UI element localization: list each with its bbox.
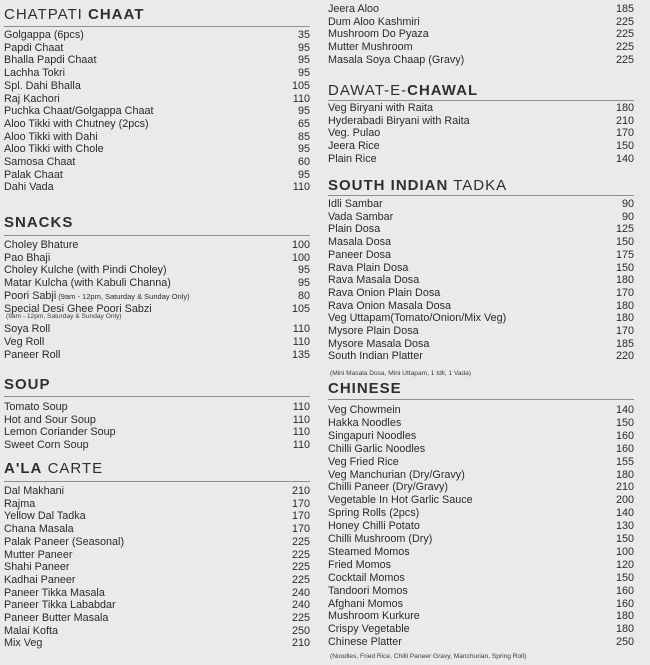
menu-item bbox=[328, 623, 634, 636]
menu-item bbox=[4, 290, 310, 303]
item-price: 110 bbox=[292, 439, 310, 452]
item-name: Lemon Coriander Soup bbox=[4, 426, 116, 439]
menu-item bbox=[328, 115, 634, 128]
menu-item bbox=[4, 131, 310, 144]
item-price: 180 bbox=[615, 623, 634, 636]
item-name: Spl. Dahi Bhalla bbox=[4, 79, 81, 92]
item-name: Veg Roll bbox=[4, 335, 45, 348]
item-name: Chinese Platter bbox=[328, 636, 402, 649]
menu-item bbox=[328, 350, 634, 363]
menu-item bbox=[4, 349, 310, 362]
item-name: Veg Uttapam(Tomato/Onion/Mix Veg) bbox=[328, 312, 507, 325]
item-price: 225 bbox=[291, 535, 310, 548]
item-name: Plain Dosa bbox=[328, 223, 381, 236]
menu-item bbox=[4, 67, 310, 80]
item-name: Poori Sabji (9am - 12pm, Saturday & Sunday Only) bbox=[4, 289, 190, 302]
menu-item bbox=[328, 598, 634, 611]
menu-item bbox=[328, 404, 634, 417]
item-name: Cocktail Momos bbox=[328, 571, 405, 584]
menu-item bbox=[328, 262, 634, 275]
menu-item bbox=[328, 338, 634, 351]
item-name: Jeera Rice bbox=[328, 140, 380, 153]
item-name: Dahi Vada bbox=[4, 181, 54, 194]
menu-item bbox=[4, 625, 310, 638]
menu-item bbox=[4, 29, 310, 42]
menu-item bbox=[328, 198, 634, 211]
item-name: Mutter Mushroom bbox=[328, 41, 413, 54]
item-name: Rava Plain Dosa bbox=[328, 261, 409, 274]
menu-item bbox=[328, 494, 634, 507]
menu-item bbox=[328, 481, 634, 494]
item-price: 125 bbox=[615, 223, 634, 236]
item-price: 200 bbox=[615, 494, 634, 507]
section-heading-alacarte: A'LA CARTE bbox=[4, 460, 104, 477]
section-heading-snacks: SNACKS bbox=[4, 214, 74, 231]
item-name: Hakka Noodles bbox=[328, 416, 402, 429]
menu-item bbox=[4, 587, 310, 600]
item-price: 240 bbox=[291, 599, 310, 612]
menu-item bbox=[4, 439, 310, 452]
item-price: 110 bbox=[292, 92, 310, 105]
item-price: 110 bbox=[292, 323, 310, 336]
item-price: 225 bbox=[291, 561, 310, 574]
item-price: 210 bbox=[291, 485, 310, 497]
menu-item bbox=[4, 498, 310, 511]
item-name: Chilli Mushroom (Dry) bbox=[328, 533, 433, 545]
item-price: 140 bbox=[615, 404, 634, 416]
item-name: Jeera Aloo bbox=[328, 3, 380, 15]
menu-item bbox=[328, 54, 634, 67]
item-name: Veg Manchurian (Dry/Gravy) bbox=[328, 468, 465, 481]
menu-item bbox=[4, 156, 310, 169]
item-price: 150 bbox=[615, 416, 634, 429]
item-name: Masala Dosa bbox=[328, 236, 392, 249]
item-name: Tomato Soup bbox=[4, 401, 68, 413]
menu-item bbox=[4, 252, 310, 265]
item-price: 180 bbox=[615, 299, 634, 312]
item-price: 180 bbox=[615, 274, 634, 287]
item-price: 210 bbox=[615, 481, 634, 494]
menu-item bbox=[4, 523, 310, 536]
menu-item bbox=[328, 533, 634, 546]
menu-item bbox=[4, 401, 310, 414]
divider bbox=[4, 396, 310, 397]
item-price: 170 bbox=[615, 127, 634, 140]
item-price: 95 bbox=[297, 54, 310, 67]
item-name: Papdi Chaat bbox=[4, 41, 64, 54]
menu-item bbox=[4, 169, 310, 182]
item-name: Veg. Pulao bbox=[328, 127, 381, 140]
item-price: 220 bbox=[615, 350, 634, 363]
item-name: Paneer Tikka Masala bbox=[4, 586, 105, 599]
item-name: Palak Chaat bbox=[4, 168, 63, 181]
item-price: 120 bbox=[615, 558, 634, 571]
item-name: Golgappa (6pcs) bbox=[4, 29, 84, 41]
item-price: 225 bbox=[615, 15, 634, 28]
item-name: Sweet Corn Soup bbox=[4, 439, 89, 452]
item-price: 170 bbox=[615, 325, 634, 337]
section-heading-chinese: CHINESE bbox=[328, 380, 402, 397]
menu-item bbox=[328, 469, 634, 482]
item-price: 100 bbox=[291, 239, 310, 251]
divider bbox=[328, 100, 634, 101]
item-name: Honey Chilli Potato bbox=[328, 520, 420, 533]
item-name: Soya Roll bbox=[4, 323, 51, 336]
item-name: Samosa Chaat bbox=[4, 156, 76, 168]
item-name: Aloo Tikki with Chole bbox=[4, 143, 104, 156]
menu-item bbox=[4, 143, 310, 156]
item-name: Mushroom Do Pyaza bbox=[328, 28, 429, 41]
section-heading-chaat: CHATPATI CHAAT bbox=[4, 6, 145, 23]
item-name: Raj Kachori bbox=[4, 92, 60, 105]
menu-item bbox=[328, 249, 634, 262]
menu-item bbox=[328, 325, 634, 338]
item-name: Kadhai Paneer bbox=[4, 573, 76, 586]
item-name: Paneer Tikka Lababdar bbox=[4, 599, 116, 612]
menu-item bbox=[4, 323, 310, 336]
divider bbox=[328, 195, 634, 196]
item-price: 140 bbox=[615, 507, 634, 520]
item-price: 240 bbox=[291, 586, 310, 599]
item-price: 225 bbox=[291, 612, 310, 624]
menu-item bbox=[328, 41, 634, 54]
item-name: Mysore Plain Dosa bbox=[328, 325, 419, 337]
menu-item bbox=[328, 572, 634, 585]
item-name: Dal Makhani bbox=[4, 485, 65, 497]
item-name: Aloo Tikki with Dahi bbox=[4, 130, 98, 143]
menu-item bbox=[4, 637, 310, 650]
item-price: 170 bbox=[615, 286, 634, 299]
item-price: 60 bbox=[297, 156, 310, 168]
item-name: Matar Kulcha (with Kabuli Channa) bbox=[4, 277, 171, 290]
item-price: 150 bbox=[615, 236, 634, 249]
south-indian-platter-note: (Mini Masala Dosa, Mini Uttapam, 1 Idli, 1 Vada) bbox=[330, 370, 471, 377]
menu-item bbox=[4, 181, 310, 194]
item-price: 225 bbox=[615, 28, 634, 41]
item-price: 170 bbox=[291, 523, 310, 536]
menu-item bbox=[328, 223, 634, 236]
item-price: 130 bbox=[615, 520, 634, 533]
item-name: Shahi Paneer bbox=[4, 561, 70, 574]
menu-item bbox=[4, 612, 310, 625]
item-price: 170 bbox=[291, 497, 310, 510]
item-name: Rava Masala Dosa bbox=[328, 274, 420, 287]
item-name: Choley Kulche (with Pindi Choley) bbox=[4, 264, 167, 277]
menu-item bbox=[328, 636, 634, 649]
item-price: 95 bbox=[297, 143, 310, 156]
item-price: 110 bbox=[292, 401, 310, 413]
item-price: 160 bbox=[615, 429, 634, 442]
item-price: 180 bbox=[615, 468, 634, 481]
item-price: 185 bbox=[615, 337, 634, 350]
menu-item bbox=[328, 16, 634, 29]
menu-item bbox=[328, 507, 634, 520]
section-heading-chawal: DAWAT-E-CHAWAL bbox=[328, 82, 479, 99]
item-price: 150 bbox=[615, 261, 634, 274]
menu-item bbox=[4, 239, 310, 252]
item-price: 225 bbox=[291, 573, 310, 586]
item-price: 85 bbox=[297, 130, 310, 143]
item-price: 65 bbox=[297, 117, 310, 130]
divider bbox=[4, 26, 310, 27]
menu-item bbox=[328, 585, 634, 598]
item-price: 210 bbox=[291, 637, 310, 650]
menu-item bbox=[328, 456, 634, 469]
menu-item bbox=[328, 287, 634, 300]
item-name: Vada Sambar bbox=[328, 210, 394, 223]
item-price: 105 bbox=[291, 79, 310, 92]
divider bbox=[4, 235, 310, 236]
menu-item bbox=[4, 426, 310, 439]
menu-item bbox=[328, 3, 634, 16]
item-price: 95 bbox=[297, 277, 310, 290]
item-name: Tandoori Momos bbox=[328, 584, 408, 597]
item-price: 150 bbox=[615, 571, 634, 584]
menu-item bbox=[4, 118, 310, 131]
item-price: 225 bbox=[615, 41, 634, 54]
item-availability-note: (9am - 12pm, Saturday & Sunday Only) bbox=[56, 291, 190, 301]
item-name: Veg Fried Rice bbox=[328, 455, 399, 468]
item-price: 180 bbox=[615, 102, 634, 114]
menu-item bbox=[4, 105, 310, 118]
menu-item bbox=[328, 300, 634, 313]
menu-item bbox=[328, 430, 634, 443]
item-price: 150 bbox=[615, 140, 634, 153]
item-name: Special Desi Ghee Poori Sabzi bbox=[4, 302, 152, 315]
menu-item bbox=[4, 42, 310, 55]
item-price: 140 bbox=[615, 152, 634, 165]
item-name: Malai Kofta bbox=[4, 624, 59, 637]
item-price: 110 bbox=[292, 335, 310, 348]
menu-item bbox=[328, 127, 634, 140]
item-name: Choley Bhature bbox=[4, 239, 79, 251]
item-name: Mutter Paneer bbox=[4, 548, 73, 561]
menu-item bbox=[328, 274, 634, 287]
item-price: 95 bbox=[297, 105, 310, 118]
item-price: 160 bbox=[615, 442, 634, 455]
item-name: Crispy Vegetable bbox=[328, 623, 410, 636]
item-name: Chana Masala bbox=[4, 523, 74, 536]
menu-item bbox=[4, 574, 310, 587]
item-price: 185 bbox=[615, 3, 634, 15]
menu-item bbox=[328, 520, 634, 533]
menu-item bbox=[328, 312, 634, 325]
menu-item bbox=[4, 264, 310, 277]
item-price: 90 bbox=[621, 210, 634, 223]
menu-item bbox=[328, 559, 634, 572]
divider bbox=[4, 481, 310, 482]
item-name: Hyderabadi Biryani with Raita bbox=[328, 114, 470, 127]
item-name: Chilli Garlic Noodles bbox=[328, 442, 426, 455]
menu-item bbox=[328, 546, 634, 559]
item-price: 225 bbox=[291, 548, 310, 561]
item-price: 95 bbox=[297, 67, 310, 80]
item-name: Pao Bhaji bbox=[4, 251, 51, 264]
item-name: Aloo Tikki with Chutney (2pcs) bbox=[4, 117, 149, 130]
item-price: 80 bbox=[297, 289, 310, 302]
menu-item bbox=[4, 277, 310, 290]
menu-item bbox=[328, 236, 634, 249]
item-price: 250 bbox=[291, 624, 310, 637]
menu-item bbox=[4, 54, 310, 67]
item-price: 35 bbox=[297, 29, 310, 41]
divider bbox=[328, 399, 634, 400]
item-price: 90 bbox=[621, 198, 634, 210]
menu-item bbox=[328, 28, 634, 41]
item-name: Yellow Dal Tadka bbox=[4, 510, 86, 523]
menu-item bbox=[328, 140, 634, 153]
menu-item bbox=[4, 536, 310, 549]
section-heading-south-indian: SOUTH INDIAN TADKA bbox=[328, 177, 508, 194]
item-price: 95 bbox=[297, 264, 310, 277]
item-price: 180 bbox=[615, 610, 634, 623]
item-price: 110 bbox=[292, 413, 310, 426]
item-name: Afghani Momos bbox=[328, 597, 404, 610]
item-price: 160 bbox=[615, 584, 634, 597]
item-name: Masala Soya Chaap (Gravy) bbox=[328, 53, 465, 66]
item-price: 100 bbox=[291, 251, 310, 264]
item-name: Steamed Momos bbox=[328, 545, 410, 558]
item-price: 155 bbox=[615, 455, 634, 468]
item-name: Veg Chowmein bbox=[328, 404, 401, 416]
menu-item bbox=[4, 549, 310, 562]
menu-item bbox=[4, 93, 310, 106]
menu-item bbox=[4, 510, 310, 523]
item-name: Vegetable In Hot Garlic Sauce bbox=[328, 494, 473, 507]
item-name: Mushroom Kurkure bbox=[328, 610, 420, 623]
item-price: 110 bbox=[292, 426, 310, 439]
item-price: 100 bbox=[615, 545, 634, 558]
item-name: Palak Paneer (Seasonal) bbox=[4, 535, 125, 548]
item-name: Lachha Tokri bbox=[4, 67, 66, 80]
item-price: 250 bbox=[615, 636, 634, 649]
item-name: Plain Rice bbox=[328, 152, 377, 165]
item-name: Mix Veg bbox=[4, 637, 43, 650]
item-name: Paneer Butter Masala bbox=[4, 612, 109, 624]
item-price: 225 bbox=[615, 53, 634, 66]
menu-item bbox=[328, 610, 634, 623]
menu-item bbox=[328, 417, 634, 430]
menu-item bbox=[4, 561, 310, 574]
item-name: South Indian Platter bbox=[328, 350, 423, 363]
item-name: Spring Rolls (2pcs) bbox=[328, 507, 420, 520]
item-price: 180 bbox=[615, 312, 634, 325]
menu-item bbox=[328, 153, 634, 166]
menu-item bbox=[4, 336, 310, 349]
item-name: Puchka Chaat/Golgappa Chaat bbox=[4, 105, 154, 118]
item-name: Paneer Dosa bbox=[328, 248, 392, 261]
item-price: 160 bbox=[615, 597, 634, 610]
item-name: Veg Biryani with Raita bbox=[328, 102, 434, 114]
menu-item bbox=[4, 485, 310, 498]
item-price: 135 bbox=[291, 348, 310, 361]
item-name: Singapuri Noodles bbox=[328, 429, 417, 442]
item-name: Hot and Sour Soup bbox=[4, 413, 96, 426]
menu-item bbox=[328, 443, 634, 456]
item-price: 210 bbox=[615, 114, 634, 127]
item-name: Idli Sambar bbox=[328, 198, 383, 210]
item-price: 150 bbox=[615, 533, 634, 545]
item-price: 95 bbox=[297, 168, 310, 181]
item-name: Fried Momos bbox=[328, 558, 391, 571]
item-name: Bhalla Papdi Chaat bbox=[4, 54, 97, 67]
item-price: 170 bbox=[291, 510, 310, 523]
chinese-platter-note: (Noodles, Fried Rice, Chilli Paneer Gravy, Manchurian, Spring Roll) bbox=[330, 653, 527, 660]
item-availability-note: (9am - 12pm, Saturday & Sunday Only) bbox=[6, 313, 122, 321]
menu-item bbox=[4, 599, 310, 612]
item-name: Chilli Paneer (Dry/Gravy) bbox=[328, 481, 448, 494]
item-price: 105 bbox=[291, 302, 310, 315]
item-name: Rava Onion Masala Dosa bbox=[328, 299, 452, 312]
menu-item bbox=[4, 414, 310, 427]
menu-item bbox=[328, 102, 634, 115]
item-name: Rava Onion Plain Dosa bbox=[328, 286, 441, 299]
menu-item bbox=[4, 80, 310, 93]
item-name: Mysore Masala Dosa bbox=[328, 337, 430, 350]
item-name: Rajma bbox=[4, 497, 36, 510]
item-price: 110 bbox=[292, 181, 310, 194]
item-price: 95 bbox=[297, 41, 310, 54]
section-heading-soup: SOUP bbox=[4, 376, 51, 393]
item-name: Paneer Roll bbox=[4, 348, 61, 361]
item-name: Dum Aloo Kashmiri bbox=[328, 15, 420, 28]
menu-item bbox=[328, 211, 634, 224]
item-price: 175 bbox=[615, 248, 634, 261]
